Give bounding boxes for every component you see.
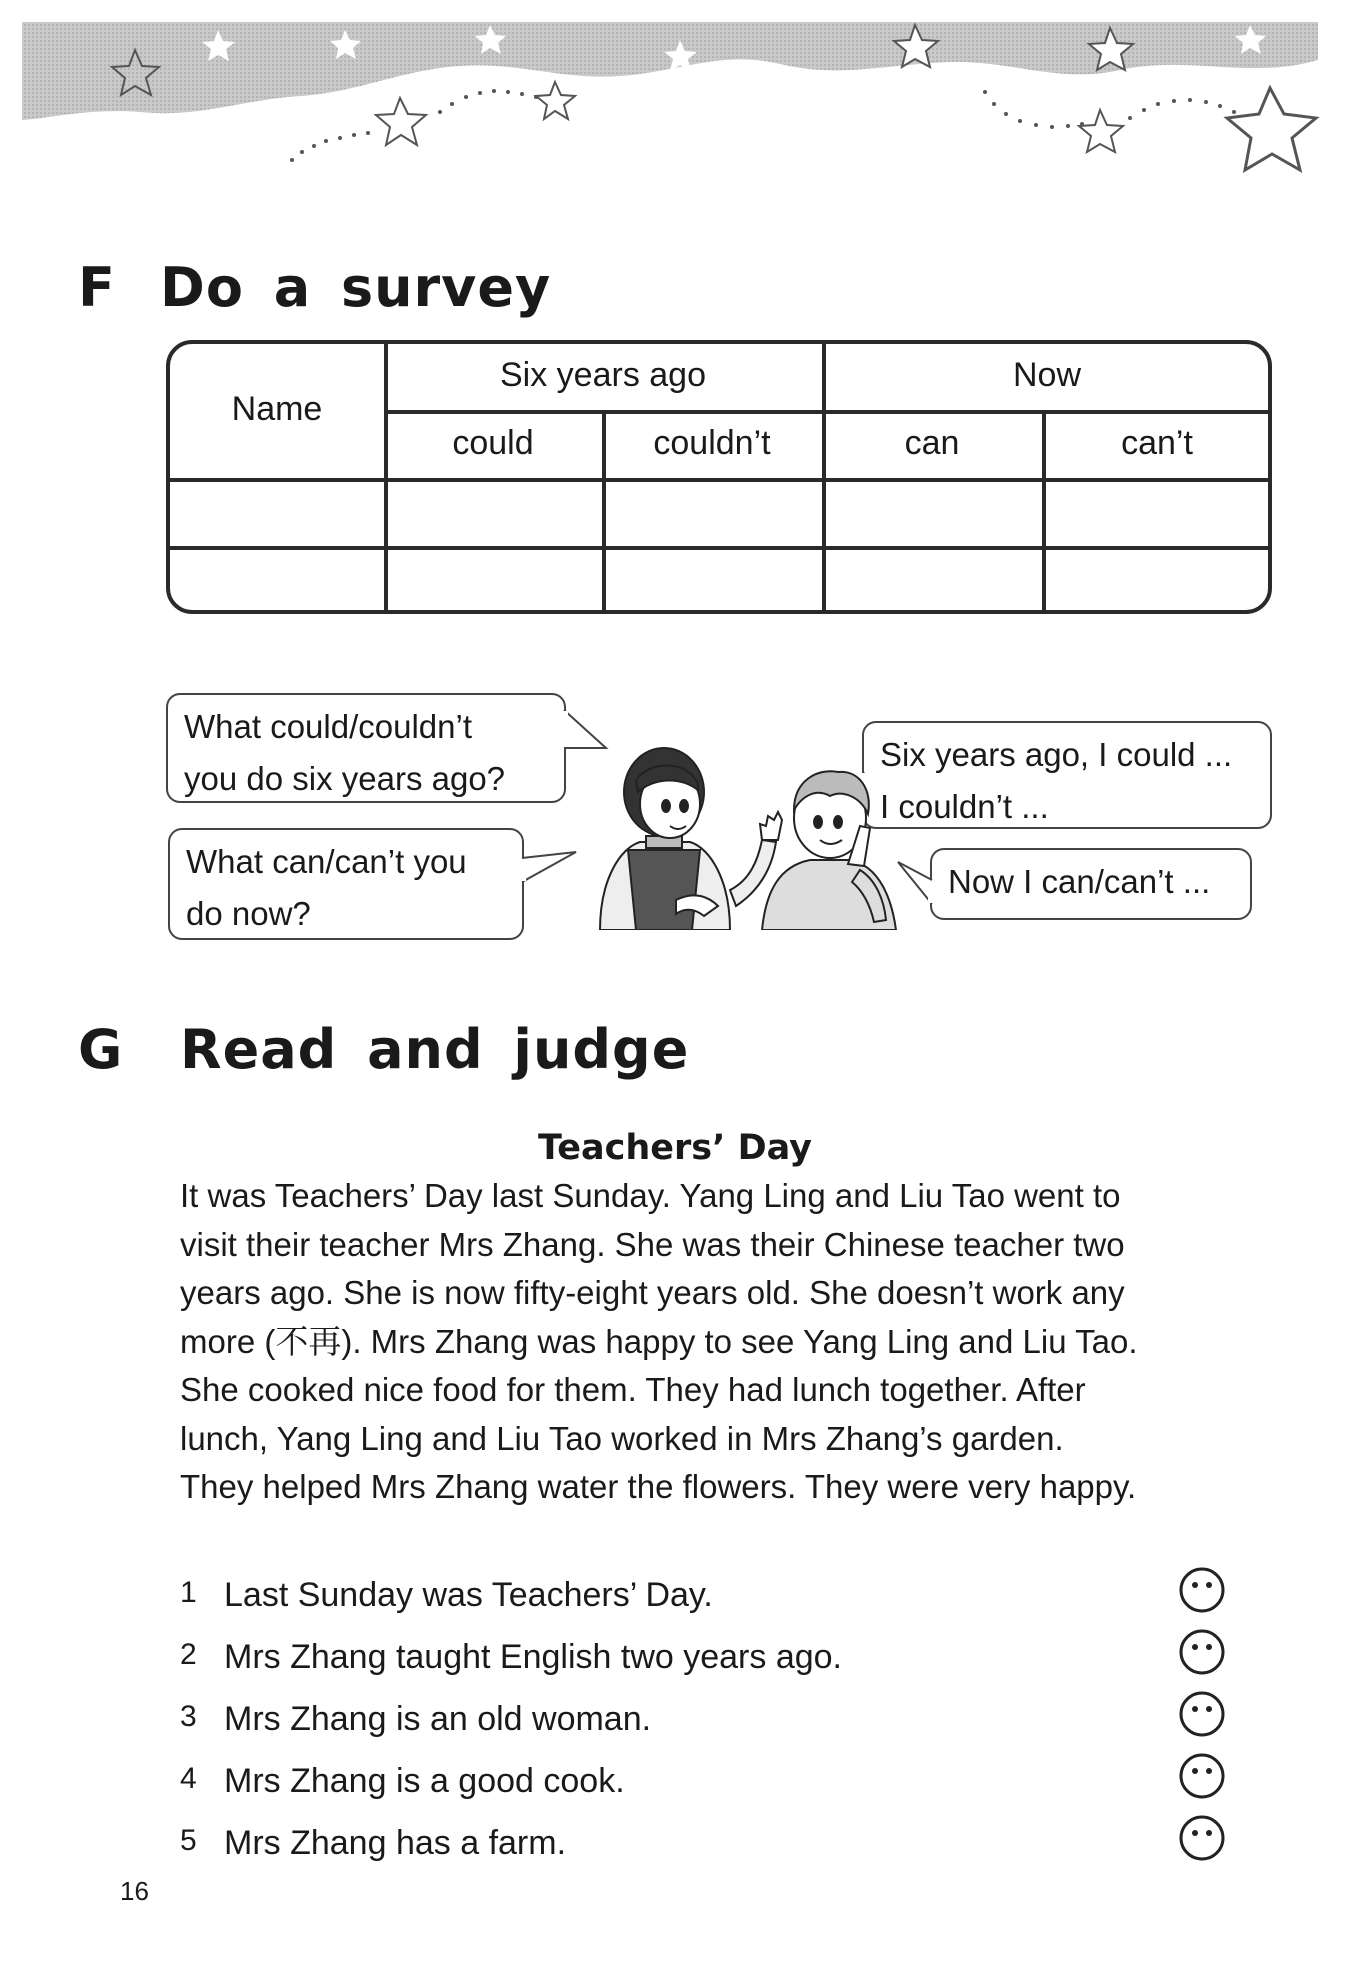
header-could: could xyxy=(452,424,534,462)
story-passage xyxy=(180,1172,1300,1512)
section-f-title: Do a survey xyxy=(160,256,552,319)
story-line: years ago. She is now fifty-eight years old. She doesn’t work any xyxy=(180,1274,1125,1311)
judge-item-number: 2 xyxy=(180,1638,197,1671)
judge-item-text: Mrs Zhang has a farm. xyxy=(224,1824,567,1862)
story-line: They helped Mrs Zhang water the flowers. They were very happy. xyxy=(180,1468,1137,1505)
header-couldnt: couldn’t xyxy=(653,424,771,462)
story-line: visit their teacher Mrs Zhang. She was their Chinese teacher two xyxy=(180,1225,1125,1263)
face-icon[interactable] xyxy=(1178,1690,1226,1738)
section-f-letter: F xyxy=(78,256,115,319)
header-cant: can’t xyxy=(1121,424,1193,462)
judge-item-4 xyxy=(180,1762,1240,1812)
kids-talking-illustration xyxy=(580,730,900,930)
story-line: It was Teachers’ Day last Sunday. Yang Ling and Liu Tao went to xyxy=(180,1177,1121,1214)
face-icon[interactable] xyxy=(1178,1628,1226,1676)
section-g-title: Read and judge xyxy=(180,1018,690,1081)
judge-item-3 xyxy=(180,1700,1240,1750)
face-icon[interactable] xyxy=(1178,1814,1226,1862)
header-name: Name xyxy=(231,390,323,428)
speech-bubble-answer-past: Six years ago, I could ... I couldn’t ... xyxy=(862,721,1272,829)
story-line: more (不再). Mrs Zhang was happy to see Yang Ling and Liu Tao. xyxy=(180,1322,1138,1360)
face-icon[interactable] xyxy=(1178,1752,1226,1800)
speech-bubble-question-now: What can/can’t you do now? xyxy=(168,828,524,940)
judge-item-1 xyxy=(180,1576,1240,1626)
judge-item-2 xyxy=(180,1638,1240,1688)
judge-item-text: Mrs Zhang is a good cook. xyxy=(224,1762,625,1800)
judge-item-number: 4 xyxy=(180,1762,197,1795)
judge-item-number: 1 xyxy=(180,1576,197,1609)
header-six-years-ago: Six years ago xyxy=(500,356,706,394)
survey-table xyxy=(166,340,1272,614)
judge-item-5 xyxy=(180,1824,1240,1874)
page-number: 16 xyxy=(120,1876,149,1906)
story-title: Teachers’ Day xyxy=(538,1128,812,1168)
star-banner xyxy=(0,0,1350,200)
judge-item-text: Last Sunday was Teachers’ Day. xyxy=(224,1576,713,1614)
story-line: lunch, Yang Ling and Liu Tao worked in Mrs Zhang’s garden. xyxy=(180,1419,1064,1457)
speech-bubble-question-past: What could/couldn’t you do six years ago? xyxy=(166,693,566,803)
judge-item-number: 5 xyxy=(180,1824,197,1857)
judge-item-text: Mrs Zhang is an old woman. xyxy=(224,1700,652,1738)
speech-bubble-answer-now: Now I can/can’t ... xyxy=(930,848,1252,920)
face-icon[interactable] xyxy=(1178,1566,1226,1614)
judge-item-text: Mrs Zhang taught English two years ago. xyxy=(224,1638,842,1676)
story-line: She cooked nice food for them. They had lunch together. After xyxy=(180,1371,1086,1408)
section-g-letter: G xyxy=(78,1018,123,1081)
header-now: Now xyxy=(1012,356,1082,394)
judge-item-number: 3 xyxy=(180,1700,197,1733)
header-can: can xyxy=(904,424,960,462)
